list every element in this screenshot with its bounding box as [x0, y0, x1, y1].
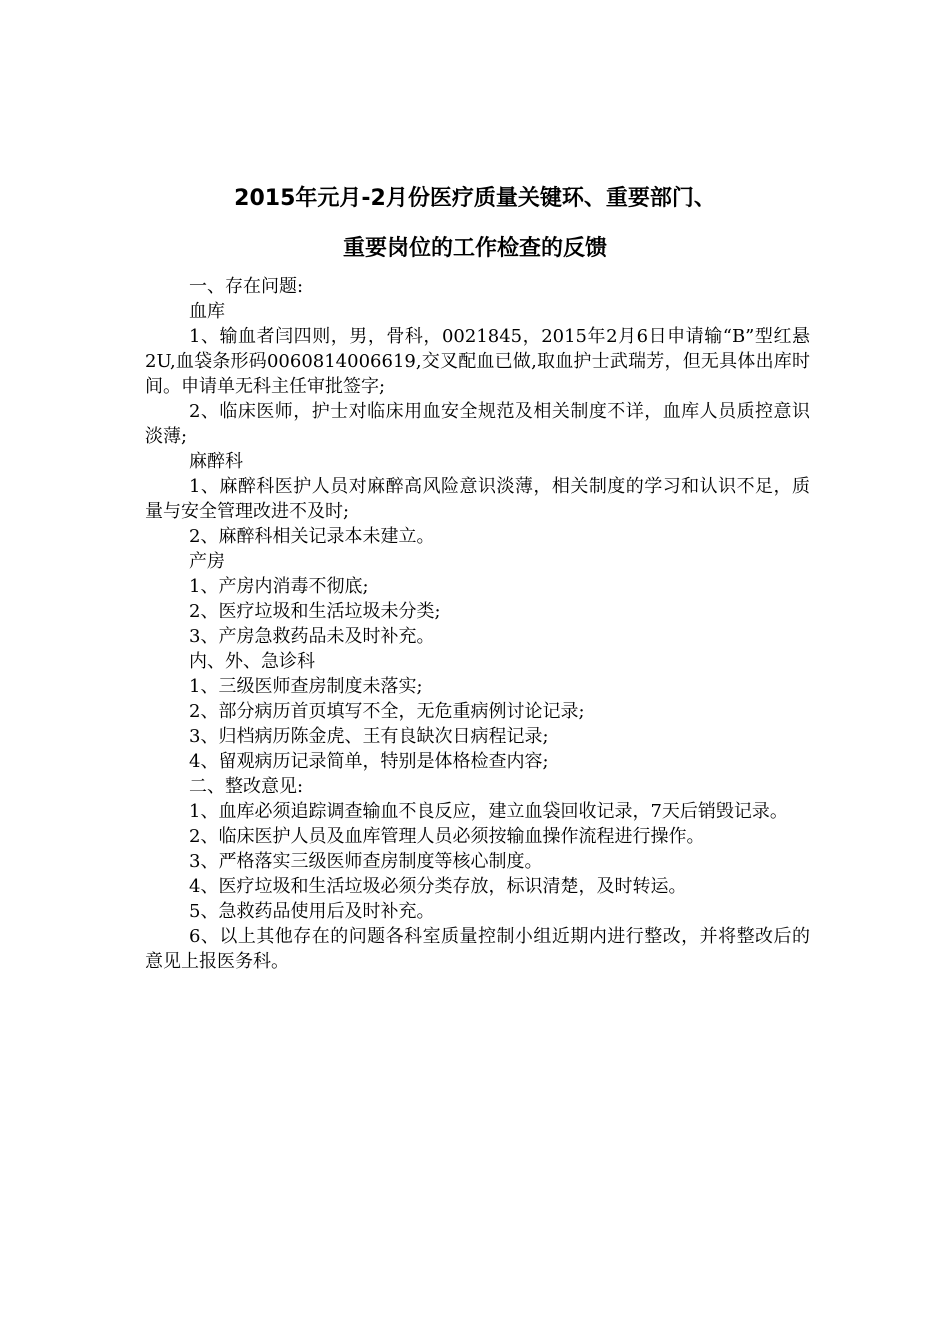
- list-item: 2、临床医师，护士对临床用血安全规范及相关制度不详，血库人员质控意识淡薄;: [145, 401, 810, 447]
- list-item: 2、麻醉科相关记录本未建立。: [189, 526, 435, 547]
- list-item: 3、严格落实三级医师查房制度等核心制度。: [189, 851, 543, 872]
- list-item: 2、临床医护人员及血库管理人员必须按输血操作流程进行操作。: [189, 826, 705, 847]
- subsection-heading-blood-bank: 血库: [189, 301, 225, 322]
- subsection-heading-delivery-room: 产房: [189, 551, 225, 572]
- list-item: 1、血库必须追踪调查输血不良反应，建立血袋回收记录，7天后销毁记录。: [189, 801, 788, 822]
- list-item: 1、三级医师查房制度未落实;: [189, 676, 423, 697]
- list-item: 1、输血者闫四则，男，骨科，0021845，2015年2月6日申请输“B”型红悬 2U,血袋条形码0060814006619,交叉配血已做,取血护士武瑞芳，但无具体出库时间。申请单无科主任审批签字;: [145, 326, 810, 397]
- subsection-heading-departments: 内、外、急诊科: [189, 651, 315, 672]
- list-item: 2、部分病历首页填写不全，无危重病例讨论记录;: [189, 701, 585, 722]
- section-heading-problems: 一、存在问题:: [189, 276, 304, 297]
- list-item: 3、归档病历陈金虎、王有良缺次日病程记录;: [189, 726, 549, 747]
- document-body: [145, 274, 810, 974]
- list-item: 3、产房急救药品未及时补充。: [189, 626, 435, 647]
- document-title-line-2: 重要岗位的工作检查的反馈: [342, 236, 607, 261]
- list-item: 2、医疗垃圾和生活垃圾未分类;: [189, 601, 441, 622]
- list-item: 1、麻醉科医护人员对麻醉高风险意识淡薄，相关制度的学习和认识不足，质量与安全管理改进不及时;: [145, 476, 810, 522]
- document-title-line-1: 2015年元月-2月份医疗质量关键环、重要部门、: [234, 186, 716, 211]
- list-item: 6、以上其他存在的问题各科室质量控制小组近期内进行整改，并将整改后的意见上报医务科。: [145, 926, 810, 972]
- list-item: 1、产房内消毒不彻底;: [189, 576, 369, 597]
- section-heading-rectification: 二、整改意见:: [189, 776, 304, 797]
- list-item: 5、急救药品使用后及时补充。: [189, 901, 435, 922]
- list-item: 4、医疗垃圾和生活垃圾必须分类存放，标识清楚，及时转运。: [189, 876, 687, 897]
- subsection-heading-anesthesia: 麻醉科: [189, 451, 243, 472]
- list-item: 4、留观病历记录简单，特别是体格检查内容;: [189, 751, 549, 772]
